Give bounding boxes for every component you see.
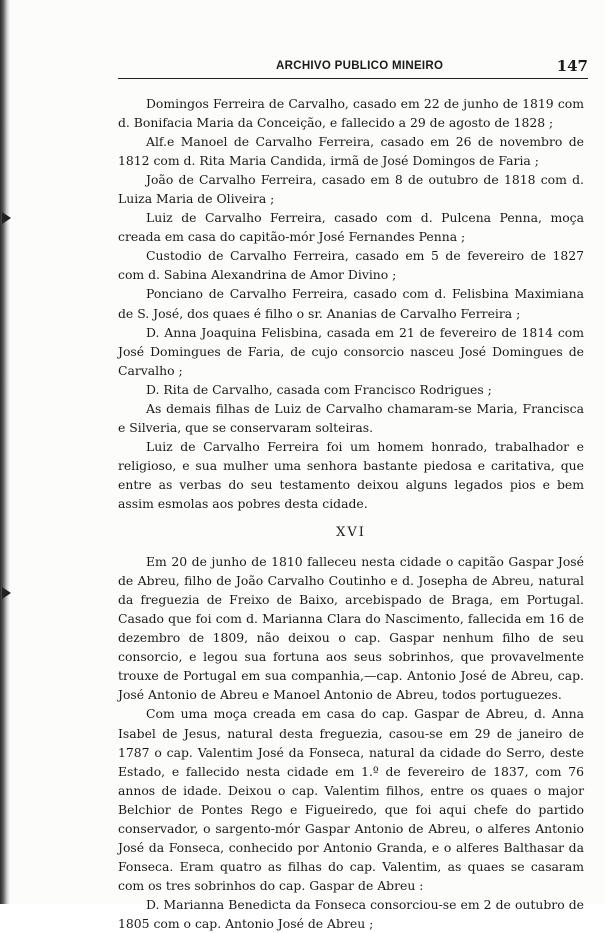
paragraph: Ponciano de Carvalho Ferreira, casado com d. Felisbina Maximiana de S. José, dos quaes é filho o sr. Ananias de Carvalho Ferreira ; — [118, 286, 584, 321]
running-header — [118, 57, 588, 78]
paragraph: João de Carvalho Ferreira, casado em 8 de outubro de 1818 com d. Luiza Maria de Oliveira ; — [118, 172, 584, 207]
running-header-title: ARCHIVO PUBLICO MINEIRO — [276, 60, 444, 72]
margin-mark-icon — [2, 212, 11, 224]
paragraph: Em 20 de junho de 1810 falleceu nesta cidade o capitão Gaspar José de Abreu, filho de João Carvalho Coutinho e d. Josepha de Abreu, natural da freguezia de Freixo de Baixo, arcebispado de Braga, em Portugal. Casado que foi com d. Marianna Clara do Nascimento, fallecida em 16 de dezembro de 1809, não deixou o cap. Gaspar nenhum filho de seu consorcio, e legou sua fortuna aos seus sobrinhos, que provavelmente trouxe de Portugal em sua companhia,—cap. Antonio José de Abreu, cap. José Antonio de Abreu e Manoel Antonio de Abreu, todos portuguezes. — [118, 554, 584, 703]
book-spine-shadow — [0, 0, 10, 904]
body-text — [118, 94, 584, 933]
paragraph: As demais filhas de Luiz de Carvalho chamaram-se Maria, Francisca e Silveria, que se conservaram solteiras. — [118, 400, 584, 435]
paragraph: Luiz de Carvalho Ferreira foi um homem honrado, trabalhador e religioso, e sua mulher uma senhora bastante piedosa e caritativa, que entre as verbas do seu testamento deixou alguns legados pios e bem assim esmolas aos pobres desta cidade. — [118, 438, 584, 511]
section-heading: XVI — [336, 525, 366, 541]
margin-mark-icon — [2, 587, 11, 599]
page-number: 147 — [556, 57, 588, 75]
paragraph: Com uma moça creada em casa do cap. Gaspar de Abreu, d. Anna Isabel de Jesus, natural desta freguezia, casou-se em 29 de janeiro de 1787 o cap. Valentim José da Fonseca, natural da cidade do Serro, deste Estado, e fallecido nesta cidade em 1.º de fevereiro de 1837, com 76 annos de idade. Deixou o cap. Valentim filhos, entre os quaes o major Belchior de Pontes Rego e Figueiredo, que foi aqui chefe do partido conservador, o sargento-mór Gaspar Antonio de Abreu, o alferes Antonio José da Fonseca, conhecido por Antonio Granda, e o alferes Balthasar da Fonseca. Eram quatro as filhas do cap. Valentim, as quaes se casaram com os tres sobrinhos do cap. Gaspar de Abreu : — [118, 706, 584, 893]
paragraph: Luiz de Carvalho Ferreira, casado com d. Pulcena Penna, moça creada em casa do capitão-mór José Fernandes Penna ; — [118, 210, 584, 245]
paragraph: D. Anna Joaquina Felisbina, casada em 21 de fevereiro de 1814 com José Domingues de Faria, de cujo consorcio nasceu José Domingues de Carvalho ; — [118, 324, 584, 378]
paragraph: Custodio de Carvalho Ferreira, casado em 5 de fevereiro de 1827 com d. Sabina Alexandrina de Amor Divino ; — [118, 248, 584, 283]
paragraph: D. Rita de Carvalho, casada com Francisco Rodrigues ; — [146, 381, 492, 397]
header-rule — [118, 78, 588, 79]
paragraph: Alf.e Manoel de Carvalho Ferreira, casado em 26 de novembro de 1812 com d. Rita Maria Candida, irmã de José Domingos de Faria ; — [118, 134, 584, 169]
paragraph: D. Marianna Benedicta da Fonseca consorciou-se em 2 de outubro de 1805 com o cap. Antonio José de Abreu ; — [118, 896, 584, 931]
paragraph: Domingos Ferreira de Carvalho, casado em 22 de junho de 1819 com d. Bonifacia Maria da Conceição, e fallecido a 29 de agosto de 1828 ; — [118, 96, 584, 131]
